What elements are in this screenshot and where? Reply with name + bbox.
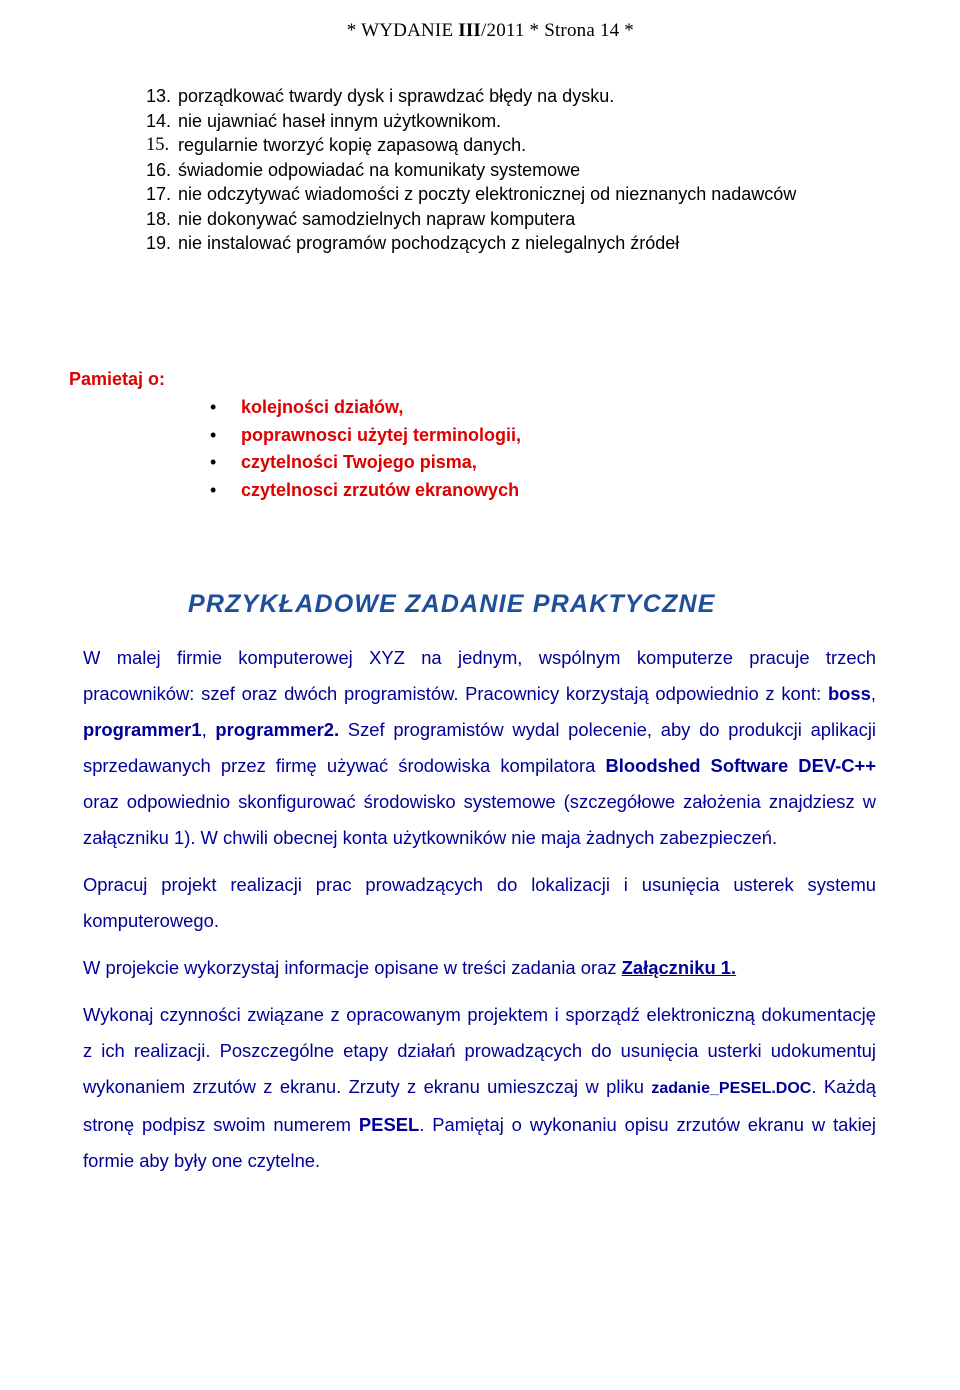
- rule-text: nie odczytywać wiadomości z poczty elektronicznej od nieznanych nadawców: [178, 184, 797, 204]
- instructions-text: Wykonaj czynności związane z opracowanym projektem i sporządź elektroniczną dokumentację z ich realizacji. Poszczególne etapy działań prowadzących do usunięcia usterki udokumentuj wykonaniem zrzutów z ekranu. Zrzuty z ekranu umieszczaj w pliku: [83, 1004, 876, 1097]
- header-suffix: /2011 * Strona 14 *: [481, 20, 634, 41]
- task-body: [83, 640, 876, 1190]
- separator: ,: [201, 719, 216, 740]
- rule-item: [146, 231, 866, 256]
- rule-text: świadomie odpowiadać na komunikaty systemowe: [178, 159, 581, 180]
- remember-item: [210, 394, 521, 422]
- remember-item: [210, 477, 521, 505]
- attachment-link: Załączniku 1.: [621, 957, 737, 978]
- remember-item-text: poprawnosci użytej terminologii,: [241, 424, 522, 445]
- bullet-icon: •: [210, 424, 217, 445]
- rule-item: [146, 207, 866, 232]
- bullet-icon: •: [210, 397, 217, 417]
- rule-text: nie instalować programów pochodzących z nielegalnych źródeł: [178, 233, 680, 253]
- scenario-text: W malej firmie komputerowej XYZ na jednym, wspólnym komputerze pracuje trzech pracowników: szef oraz dwóch programistów. Pracownicy korzystają odpowiednio z kont:: [83, 647, 876, 704]
- rule-number: 17.: [146, 184, 172, 204]
- task-paragraph-instructions: [83, 997, 876, 1179]
- remember-item: [210, 422, 521, 450]
- instructions-text: . Pamiętaj o wykonaniu opisu zrzutów ekranu w takiej formie aby były one czytelne.: [83, 1114, 876, 1171]
- remember-label: Pamietaj o:: [69, 369, 166, 389]
- rules-list: [146, 84, 866, 256]
- pesel-label: PESEL: [358, 1114, 420, 1135]
- remember-item: [210, 449, 521, 477]
- rule-number: 14.: [146, 110, 172, 131]
- scenario-text: Szef programistów wydal polecenie, aby do produkcji aplikacji sprzedawanych przez firmę używać środowiska kompilatora: [83, 719, 876, 776]
- rule-item: [146, 133, 866, 158]
- bullet-icon: •: [210, 479, 217, 500]
- rule-text: nie ujawniać haseł innym użytkownikom.: [178, 110, 502, 131]
- product-name: Bloodshed Software DEV-C++: [605, 755, 876, 776]
- remember-item-text: czytelnosci zrzutów ekranowych: [241, 479, 520, 500]
- page-header: [347, 20, 634, 42]
- header-edition: III: [458, 20, 482, 41]
- rule-item: [146, 109, 866, 134]
- task-paragraph-scenario: [83, 640, 876, 856]
- rule-text: nie dokonywać samodzielnych napraw komputera: [178, 208, 576, 229]
- instructions-text: . Każdą stronę podpisz swoim numerem: [83, 1076, 876, 1135]
- task-title: PRZYKŁADOWE ZADANIE PRAKTYCZNE: [188, 590, 716, 618]
- task-paragraph-project: Opracuj projekt realizacji prac prowadzących do lokalizacji i usunięcia usterek systemu komputerowego.: [83, 874, 876, 931]
- rule-number: 19.: [146, 233, 172, 253]
- account-programmer1: programmer1: [83, 719, 202, 740]
- rule-text: porządkować twardy dysk i sprawdzać błędy na dysku.: [178, 86, 615, 106]
- remember-item-text: czytelności Twojego pisma,: [241, 452, 477, 472]
- rule-item: [146, 158, 866, 183]
- rule-number: 16.: [146, 159, 172, 180]
- task-paragraph-attachment: [83, 950, 876, 986]
- rule-number: 15.: [146, 135, 170, 155]
- account-boss: boss: [827, 683, 871, 704]
- file-name: zadanie_PESEL.DOC: [651, 1080, 812, 1097]
- rule-item: [146, 182, 866, 207]
- rule-text: regularnie tworzyć kopię zapasową danych.: [178, 135, 527, 155]
- header-prefix: * WYDANIE: [346, 20, 459, 41]
- account-programmer2: programmer2.: [215, 719, 340, 740]
- remember-list: [210, 394, 521, 504]
- rule-number: 13.: [146, 86, 172, 106]
- scenario-text: oraz odpowiednio skonfigurować środowisko systemowe (szczegółowe założenia znajdziesz w załączniku 1). W chwili obecnej konta użytkowników nie maja żadnych zabezpieczeń.: [83, 791, 876, 848]
- separator: ,: [870, 683, 876, 704]
- remember-item-text: kolejności działów,: [241, 397, 404, 417]
- rule-item: [146, 84, 866, 109]
- bullet-icon: •: [210, 452, 217, 472]
- rule-number: 18.: [146, 208, 172, 229]
- attachment-text: W projekcie wykorzystaj informacje opisane w treści zadania oraz: [83, 957, 622, 978]
